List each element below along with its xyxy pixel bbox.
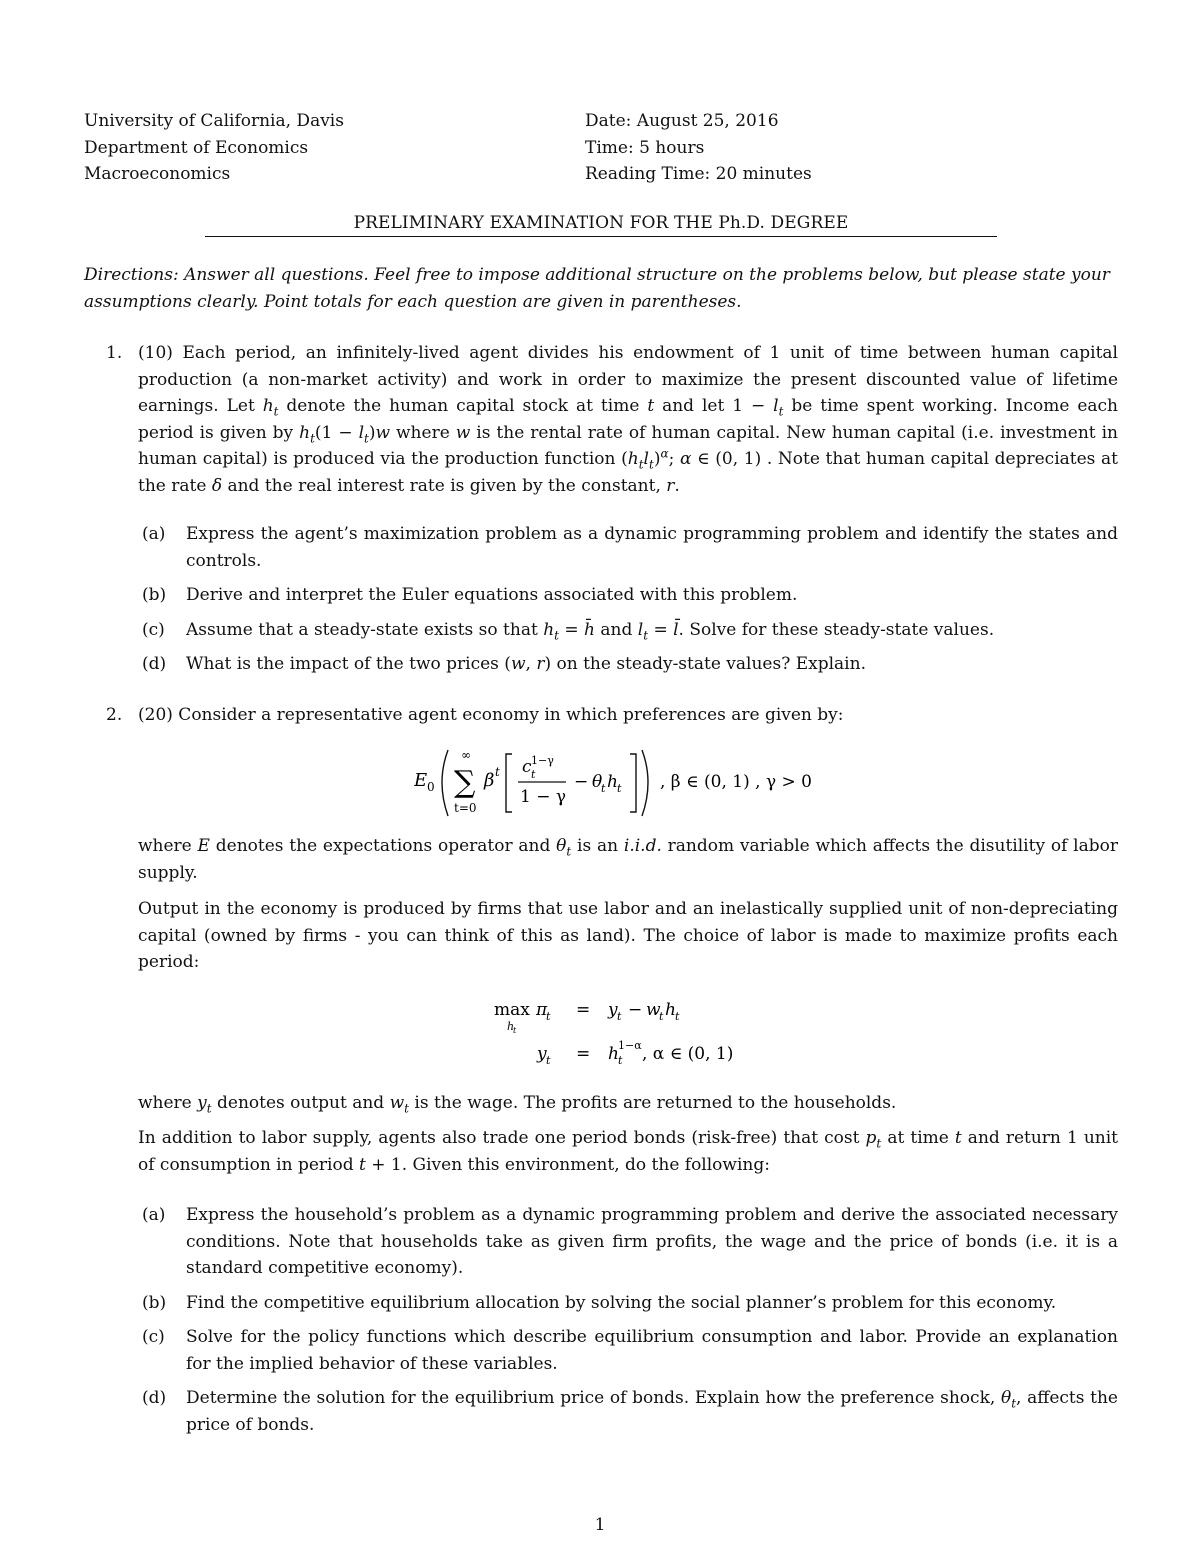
svg-text:=: = — [576, 1044, 591, 1064]
preferences-equation — [414, 742, 854, 831]
svg-text:1−α: 1−α — [618, 1039, 642, 1052]
svg-text:E: E — [414, 770, 428, 791]
wage-paragraph: where $y_t$ denotes output and $w_t$ is the wage. The profits are returned to the households. — [138, 1093, 897, 1116]
points: (10) — [138, 343, 173, 363]
question-2: 2. (20) Consider a representative agent economy in which preferences are given by: — [106, 702, 1118, 729]
svg-text:−: − — [574, 772, 589, 792]
svg-text:θ: θ — [592, 772, 603, 792]
question-1-parts — [138, 521, 1118, 686]
svg-text:=: = — [576, 1000, 591, 1020]
expectations-paragraph: where E denotes the expectations operator and $\theta_t$ is an i.i.d. random variable which affects the disutility of labor supply. — [138, 836, 1118, 883]
part-a: (a) Express the household’s problem as a dynamic programming problem and derive the associated necessary conditions. Note that households take as given firm profits, the wage and the price of bonds (i.e. it is a standard competitive economy). — [142, 1205, 1118, 1278]
svg-text:t: t — [495, 765, 500, 779]
svg-text:t: t — [618, 1054, 623, 1067]
svg-text:−: − — [628, 1000, 643, 1020]
svg-text:∞: ∞ — [461, 748, 471, 762]
question-2-parts — [138, 1202, 1118, 1446]
svg-text:, β ∈ (0, 1) , γ > 0: , β ∈ (0, 1) , γ > 0 — [660, 772, 812, 792]
question-1 — [106, 340, 1118, 499]
svg-text:w: w — [646, 1000, 661, 1020]
part-a: (a) Express the agent’s maximization problem as a dynamic programming problem and identify the states and controls. — [142, 524, 1118, 571]
question-number: 2. — [106, 705, 123, 725]
svg-text:c: c — [522, 757, 532, 777]
svg-text:0: 0 — [427, 780, 435, 794]
svg-text:h: h — [608, 1044, 619, 1064]
svg-text:t: t — [513, 1026, 517, 1035]
svg-text:t: t — [546, 1054, 551, 1067]
department-name: Department of Economics — [84, 137, 309, 158]
points: (20) — [138, 705, 173, 725]
exam-time: Time: 5 hours — [585, 137, 705, 158]
header-right — [585, 108, 812, 188]
question-1-text: (10) Each period, an infinitely-lived agent divides his endowment of 1 unit of time between human capital production (a non-market activity) and work in order to maximize the present discounted value of lifetime earnings. Let $h_t$ denote the human capital stock at time t and let $1 - l_t$ be time spent working. Income each period is given by $h_t(1 - l_t)w$ where w is the rental rate of human capital. New human capital (i.e. investment in human capital) is produced via the production function $(h_tl_t)^\alpha$; α ∈ (0, 1) . Note that human capital depreciates at the rate δ and the real interest rate is given by the constant, r. — [138, 343, 1119, 496]
part-b: (b) Find the competitive equilibrium allocation by solving the social planner’s problem for this economy. — [142, 1292, 1057, 1313]
svg-text:t: t — [546, 1010, 551, 1023]
svg-text:h: h — [665, 1000, 676, 1020]
svg-text:t=0: t=0 — [454, 801, 477, 815]
preferences-equation-graphic — [414, 742, 854, 822]
question-number: 1. — [106, 343, 123, 363]
svg-text:y: y — [608, 1000, 618, 1020]
part-b: (b) Derive and interpret the Euler equations associated with this problem. — [142, 585, 798, 605]
profit-equations-graphic — [480, 996, 800, 1068]
part-c: (c) Assume that a steady-state exists so that $h_t$ = h̄ and $l_t$ = l̄. Solve for these steady-state values. — [142, 619, 995, 642]
part-c: (c) Solve for the policy functions which describe equilibrium consumption and labor. Provide an explanation for the implied behavior of these variables. — [142, 1327, 1118, 1374]
svg-text:∑: ∑ — [454, 765, 476, 800]
profit-equations — [480, 996, 800, 1077]
svg-text:y: y — [537, 1044, 547, 1064]
svg-text:π: π — [536, 1000, 548, 1020]
svg-text:h: h — [507, 1020, 515, 1033]
svg-text:t: t — [617, 1010, 622, 1023]
svg-text:t: t — [659, 1010, 664, 1023]
page-title: PRELIMINARY EXAMINATION FOR THE Ph.D. DEGREE — [205, 210, 997, 237]
course-name: Macroeconomics — [84, 164, 231, 184]
svg-text:t: t — [531, 768, 536, 781]
svg-text:, α ∈ (0, 1): , α ∈ (0, 1) — [642, 1044, 734, 1064]
exam-date: Date: August 25, 2016 — [585, 111, 779, 131]
svg-text:h: h — [607, 772, 618, 792]
svg-text:t: t — [601, 782, 606, 795]
svg-text:t: t — [617, 782, 622, 795]
svg-text:max: max — [494, 1000, 530, 1020]
bonds-paragraph: In addition to labor supply, agents also trade one period bonds (risk-free) that cost $p_t$ at time t and return 1 unit of consumption in period t + 1. Given this environment, do the following: — [138, 1128, 1119, 1175]
university-name: University of California, Davis — [84, 111, 344, 131]
reading-time: Reading Time: 20 minutes — [585, 164, 812, 184]
header-left — [84, 108, 344, 188]
page-number: 1 — [594, 1515, 606, 1535]
svg-text:1 − γ: 1 − γ — [520, 787, 567, 807]
output-paragraph: Output in the economy is produced by firms that use labor and an inelastically supplied unit of non-depreciating capital (owned by firms - you can think of this as land). The choice of labor is made to maximize profits each period: — [138, 899, 1118, 972]
svg-text:t: t — [675, 1010, 680, 1023]
svg-text:1−γ: 1−γ — [531, 754, 554, 767]
svg-text:β: β — [484, 770, 495, 791]
directions: Directions: Answer all questions. Feel free to impose additional structure on the problems below, but please state your assumptions clearly. Point totals for each question are given in parentheses. — [84, 265, 1110, 312]
part-d: (d) What is the impact of the two prices (w, r) on the steady-state values? Explain. — [142, 654, 866, 674]
part-d: (d) Determine the solution for the equilibrium price of bonds. Explain how the preference shock, $\theta_t$, affects the price of bonds. — [142, 1388, 1118, 1435]
